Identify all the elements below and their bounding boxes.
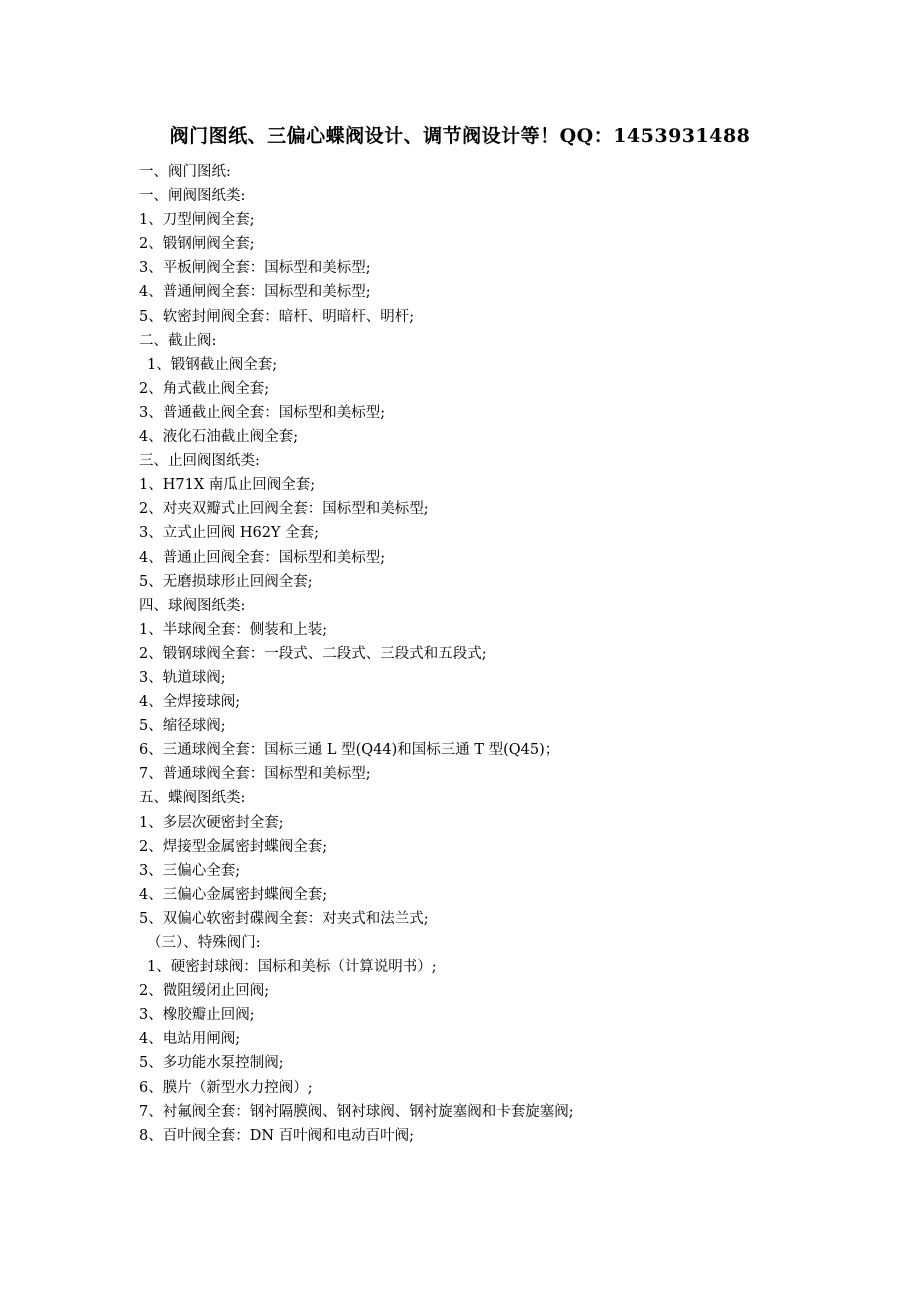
- text-line: 7、衬氟阀全套：钢衬隔膜阀、钢衬球阀、钢衬旋塞阀和卡套旋塞阀;: [139, 1103, 574, 1120]
- text-line: 3、平板闸阀全套：国标型和美标型;: [139, 260, 371, 277]
- text-line: 3、普通截止阀全套：国标型和美标型;: [139, 404, 386, 421]
- text-line: 6、三通球阀全套：国标三通 L 型(Q44)和国标三通 T 型(Q45)；: [139, 742, 560, 759]
- text-line: 4、电站用闸阀;: [139, 1031, 241, 1048]
- text-line: 1、半球阀全套：侧装和上装;: [139, 621, 328, 638]
- text-line: 4、三偏心金属密封蝶阀全套;: [139, 886, 328, 903]
- text-line: 2、对夹双瓣式止回阀全套：国标型和美标型;: [139, 501, 429, 518]
- text-line: 6、膜片（新型水力控阀）;: [139, 1079, 313, 1096]
- text-line: 1、多层次硬密封全套;: [139, 814, 284, 831]
- text-line: 4、普通止回阀全套：国标型和美标型;: [139, 549, 386, 566]
- document-body: [139, 160, 879, 1148]
- text-line: 2、角式截止阀全套;: [139, 380, 270, 397]
- text-line: 五、蝶阀图纸类:: [139, 790, 246, 807]
- text-line: 四、球阀图纸类:: [139, 597, 246, 614]
- text-line: 5、双偏心软密封碟阀全套：对夹式和法兰式;: [139, 910, 429, 927]
- text-line: （三）、特殊阀门:: [147, 935, 261, 951]
- text-line: 1、H71X 南瓜止回阀全套;: [139, 477, 316, 494]
- text-line: 1、硬密封球阀：国标和美标（计算说明书）;: [147, 959, 437, 976]
- text-line: 3、橡胶瓣止回阀;: [139, 1007, 255, 1024]
- text-line: 4、液化石油截止阀全套;: [139, 429, 299, 446]
- text-line: 2、微阻缓闭止回阀;: [139, 983, 270, 1000]
- text-line: 2、锻钢闸阀全套;: [139, 236, 255, 253]
- text-line: 三、止回阀图纸类:: [139, 453, 260, 470]
- text-line: 4、全焊接球阀;: [139, 694, 241, 711]
- text-line: 4、普通闸阀全套：国标型和美标型;: [139, 284, 371, 301]
- text-line: 一、闸阀图纸类:: [139, 188, 246, 205]
- text-line: 3、三偏心全套;: [139, 862, 241, 879]
- text-line: 2、锻钢球阀全套：一段式、二段式、三段式和五段式;: [139, 645, 487, 662]
- text-line: 3、轨道球阀;: [139, 669, 226, 686]
- text-line: 7、普通球阀全套：国标型和美标型;: [139, 766, 371, 783]
- text-line: 1、刀型闸阀全套;: [139, 212, 255, 229]
- document-title: 阀门图纸、三偏心蝶阀设计、调节阀设计等！QQ：1453931488: [169, 125, 751, 147]
- text-line: 一、阀门图纸:: [139, 164, 231, 180]
- text-line: 5、缩径球阀;: [139, 718, 226, 735]
- text-line: 5、无磨损球形止回阀全套;: [139, 573, 313, 590]
- text-line: 二、截止阀:: [139, 332, 217, 349]
- text-line: 2、焊接型金属密封蝶阀全套;: [139, 838, 328, 855]
- text-line: 5、软密封闸阀全套：暗杆、明暗杆、明杆;: [139, 308, 415, 325]
- text-line: 3、立式止回阀 H62Y 全套;: [139, 525, 319, 542]
- text-line: 1、锻钢截止阀全套;: [147, 356, 278, 373]
- text-line: 5、多功能水泵控制阀;: [139, 1055, 284, 1072]
- text-line: 8、百叶阀全套：DN 百叶阀和电动百叶阀;: [139, 1127, 415, 1144]
